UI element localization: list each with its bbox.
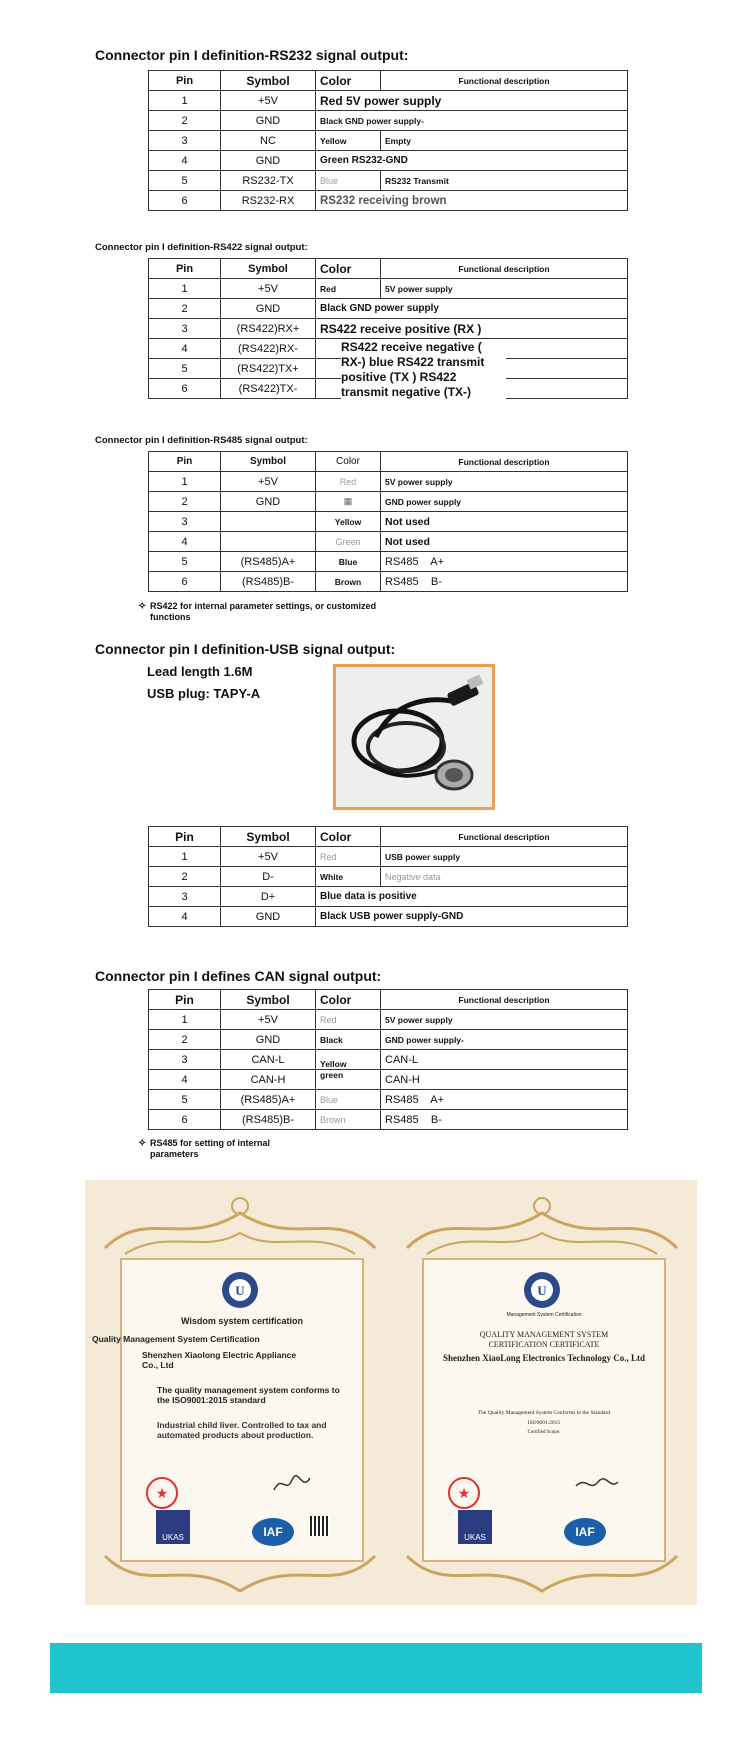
table-row [149,907,628,927]
pin-symbol: D- [221,867,316,887]
pin-symbol: D+ [221,887,316,907]
pin-symbol: NC [221,131,316,151]
pin-symbol: GND [221,151,316,171]
table-row [149,151,628,171]
table-row [149,492,628,512]
cert-scope-label: Certified Scope: [527,1430,561,1435]
usb-cable-icon [336,667,492,807]
pin-function: Not used [381,512,628,532]
cert-scope: Industrial child liver. Controlled to tax and automated products about production. [157,1420,327,1440]
pin-number: 5 [149,1090,221,1110]
header-function: Functional description [381,990,628,1010]
pin-color: Blue [316,552,381,572]
pin-symbol: (RS422)TX+ [221,359,316,379]
table-header-row [149,990,628,1010]
pin-number: 4 [149,532,221,552]
table-row [149,472,628,492]
pin-symbol: (RS485)B- [221,1110,316,1130]
ornament-icon [387,1188,697,1260]
pin-color: Black [316,1030,381,1050]
pin-function: USB power supply [381,847,628,867]
pin-function: GND power supply [381,492,628,512]
cert-heading-1: QUALITY MANAGEMENT SYSTEM [479,1330,609,1339]
pin-function: GND power supply- [381,1030,628,1050]
pin-color: RS422 receive positive (RX ) [316,319,628,339]
pin-color: Brown [316,572,381,592]
pin-number: 2 [149,299,221,319]
pin-symbol: GND [221,111,316,131]
rs232-table [148,70,628,211]
pin-color: Blue data is positive [316,887,628,907]
pin-color: Green [316,532,381,552]
pin-symbol: GND [221,299,316,319]
table-row [149,1110,628,1130]
table-row [149,299,628,319]
pin-number: 2 [149,867,221,887]
cert-heading-2: CERTIFICATION CERTIFICATE [488,1340,600,1349]
pin-symbol: (RS422)RX+ [221,319,316,339]
pin-symbol: (RS485)A+ [221,1090,316,1110]
pin-color: Green RS232-GND [316,151,628,171]
header-color: Color [316,827,381,847]
pin-number: 4 [149,907,221,927]
table-row [149,1050,628,1070]
pin-color: White [316,867,381,887]
table-row [149,131,628,151]
cert-heading: Quality Management System Certification [92,1334,260,1344]
pin-function: 5V power supply [381,472,628,492]
pin-color: Yellow [316,131,381,151]
table-row [149,552,628,572]
pin-function: RS485 B- [381,572,628,592]
cert-standard: ISO9001:2015 [527,1420,561,1426]
certificate-frame [92,1258,364,1562]
pin-number: 4 [149,1070,221,1090]
table-row [149,1070,628,1090]
header-function: Functional description [381,452,628,472]
pin-function: 5V power supply [381,1010,628,1030]
pin-number: 6 [149,191,221,211]
pin-function: RS485 A+ [381,552,628,572]
certificate-frame [422,1258,666,1562]
cert-org: Management System Certification [506,1312,582,1318]
pin-symbol: (RS422)RX- [221,339,316,359]
table-row [149,572,628,592]
ukas-badge: UKAS [458,1510,492,1544]
header-pin: Pin [149,990,221,1010]
iaf-badge: IAF [252,1518,294,1546]
pin-symbol: (RS485)A+ [221,552,316,572]
pin-function: Empty [381,131,628,151]
usb-title: Connector pin I definition-USB signal output: [95,641,396,657]
pin-color: Yellow [316,1050,381,1070]
pin-number: 4 [149,151,221,171]
red-stamp-icon [446,1475,482,1511]
pin-function: Not used [381,532,628,552]
rs232-title: Connector pin I definition-RS232 signal output: [95,47,409,63]
pin-symbol: GND [221,1030,316,1050]
pin-number: 5 [149,359,221,379]
pin-number: 3 [149,319,221,339]
ukas-badge: UKAS [156,1510,190,1544]
note-text: RS422 for internal parameter settings, or customized functions [150,601,377,622]
pin-color: Red [316,279,381,299]
header-pin: Pin [149,71,221,91]
pin-number: 3 [149,887,221,907]
table-row [149,532,628,552]
certificate-left [85,1180,395,1605]
table-row [149,1090,628,1110]
table-header-row [149,827,628,847]
pin-number: 3 [149,131,221,151]
pin-number: 1 [149,279,221,299]
footer-accent-bar [50,1643,702,1693]
svg-text:U: U [537,1283,547,1298]
usb-plug: USB plug: TAPY-A [147,686,261,701]
pin-function: 5V power supply [381,279,628,299]
table-row [149,319,628,339]
cert-company: Shenzhen Xiaolong Electric Appliance Co., Ltd [142,1350,297,1370]
header-color: Color [316,990,381,1010]
header-pin: Pin [149,452,221,472]
header-color: Color [316,71,381,91]
rs485-title: Connector pin I definition-RS485 signal output: [95,435,308,446]
pin-number: 2 [149,492,221,512]
table-header-row [149,71,628,91]
svg-text:★: ★ [155,1485,169,1501]
table-row [149,512,628,532]
cert-conforms: The Quality Management System Conforms to the Standard [477,1410,611,1416]
pin-symbol: GND [221,907,316,927]
cert-seal-icon [220,1270,260,1310]
table-row [149,279,628,299]
ornament-icon [85,1188,395,1260]
header-function: Functional description [381,827,628,847]
diamond-star-icon: ✧ [138,1138,147,1149]
pin-number: 1 [149,91,221,111]
pin-symbol: (RS485)B- [221,572,316,592]
pin-color: Yellow [316,512,381,532]
pin-symbol: +5V [221,279,316,299]
can-title: Connector pin I defines CAN signal output: [95,968,382,984]
pin-function: RS232 Transmit [381,171,628,191]
pin-color: Black GND power supply- [316,111,628,131]
qr-code-icon [310,1516,330,1536]
header-symbol: Symbol [221,990,316,1010]
pin-symbol: +5V [221,472,316,492]
pin-symbol [221,532,316,552]
table-row [149,847,628,867]
pin-color: Red [316,847,381,867]
table-row [149,191,628,211]
usb-info [147,661,260,705]
qr-glyph-icon: ▦ [316,492,381,512]
pin-number: 2 [149,1030,221,1050]
pin-symbol: +5V [221,847,316,867]
signature-icon [574,1472,620,1496]
pin-function: Negative data [381,867,628,887]
pin-symbol: CAN-L [221,1050,316,1070]
pin-number: 1 [149,847,221,867]
table-row [149,171,628,191]
table-row [149,1010,628,1030]
table-row [149,1030,628,1050]
lead-length: Lead length 1.6M [147,664,253,679]
pin-color: RS232 receiving brown [316,191,628,211]
note-text: RS485 for setting of internal parameters [150,1138,271,1159]
certificate-right [387,1180,697,1605]
signature-icon [272,1472,312,1496]
diamond-star-icon: ✧ [138,601,147,612]
pin-color: Red [316,1010,381,1030]
pin-symbol: GND [221,492,316,512]
pin-function: CAN-L [381,1050,628,1070]
usb-cable-photo [333,664,495,810]
pin-color: Black USB power supply-GND [316,907,628,927]
cert-org: Wisdom system certification [181,1316,303,1326]
pin-function: RS485 B- [381,1110,628,1130]
pin-color: green [316,1070,381,1090]
header-symbol: Symbol [221,259,316,279]
pin-color: Red [316,472,381,492]
cert-company: Shenzhen XiaoLong Electronics Technology Co., Ltd [442,1353,646,1363]
pin-number: 3 [149,1050,221,1070]
pin-number: 2 [149,111,221,131]
pin-number: 6 [149,379,221,399]
table-row [149,887,628,907]
pin-number: 6 [149,572,221,592]
can-table [148,989,628,1130]
pin-color: Blue [316,171,381,191]
can-note [138,1138,290,1160]
pin-symbol: +5V [221,91,316,111]
header-symbol: Symbol [221,71,316,91]
header-pin: Pin [149,259,221,279]
pin-color: Black GND power supply [316,299,628,319]
pin-number: 1 [149,1010,221,1030]
pin-symbol [221,512,316,532]
pin-number: 5 [149,171,221,191]
header-color: Color [316,452,381,472]
table-row [149,867,628,887]
pin-symbol: RS232-TX [221,171,316,191]
header-color: Color [316,259,381,279]
svg-text:★: ★ [457,1485,471,1501]
header-symbol: Symbol [221,827,316,847]
rs485-table [148,451,628,592]
header-symbol: Symbol [221,452,316,472]
usb-table [148,826,628,927]
rs422-title: Connector pin I definition-RS422 signal output: [95,242,308,253]
pin-color: Red 5V power supply [316,91,628,111]
pin-number: 6 [149,1110,221,1130]
rs422-merged-description: RS422 receive negative ( RX-) blue RS422 transmit positive (TX ) RS422 transmit negative (TX-) [341,340,506,400]
table-header-row [149,452,628,472]
pin-color: Blue [316,1090,381,1110]
table-row [149,111,628,131]
rs485-note [138,601,410,623]
pin-symbol: (RS422)TX- [221,379,316,399]
pin-number: 4 [149,339,221,359]
header-function: Functional description [381,71,628,91]
header-pin: Pin [149,827,221,847]
pin-number: 3 [149,512,221,532]
table-row [149,91,628,111]
pin-number: 1 [149,472,221,492]
cert-seal-icon [522,1270,562,1310]
svg-text:U: U [235,1283,245,1298]
pin-symbol: CAN-H [221,1070,316,1090]
pin-symbol: RS232-RX [221,191,316,211]
pin-color: Brown [316,1110,381,1130]
header-function: Functional description [381,259,628,279]
pin-function: RS485 A+ [381,1090,628,1110]
cert-conforms: The quality management system conforms to the ISO9001:2015 standard [157,1385,340,1405]
iaf-badge: IAF [564,1518,606,1546]
table-header-row [149,259,628,279]
red-stamp-icon [144,1475,180,1511]
pin-function: CAN-H [381,1070,628,1090]
pin-number: 5 [149,552,221,572]
pin-symbol: +5V [221,1010,316,1030]
